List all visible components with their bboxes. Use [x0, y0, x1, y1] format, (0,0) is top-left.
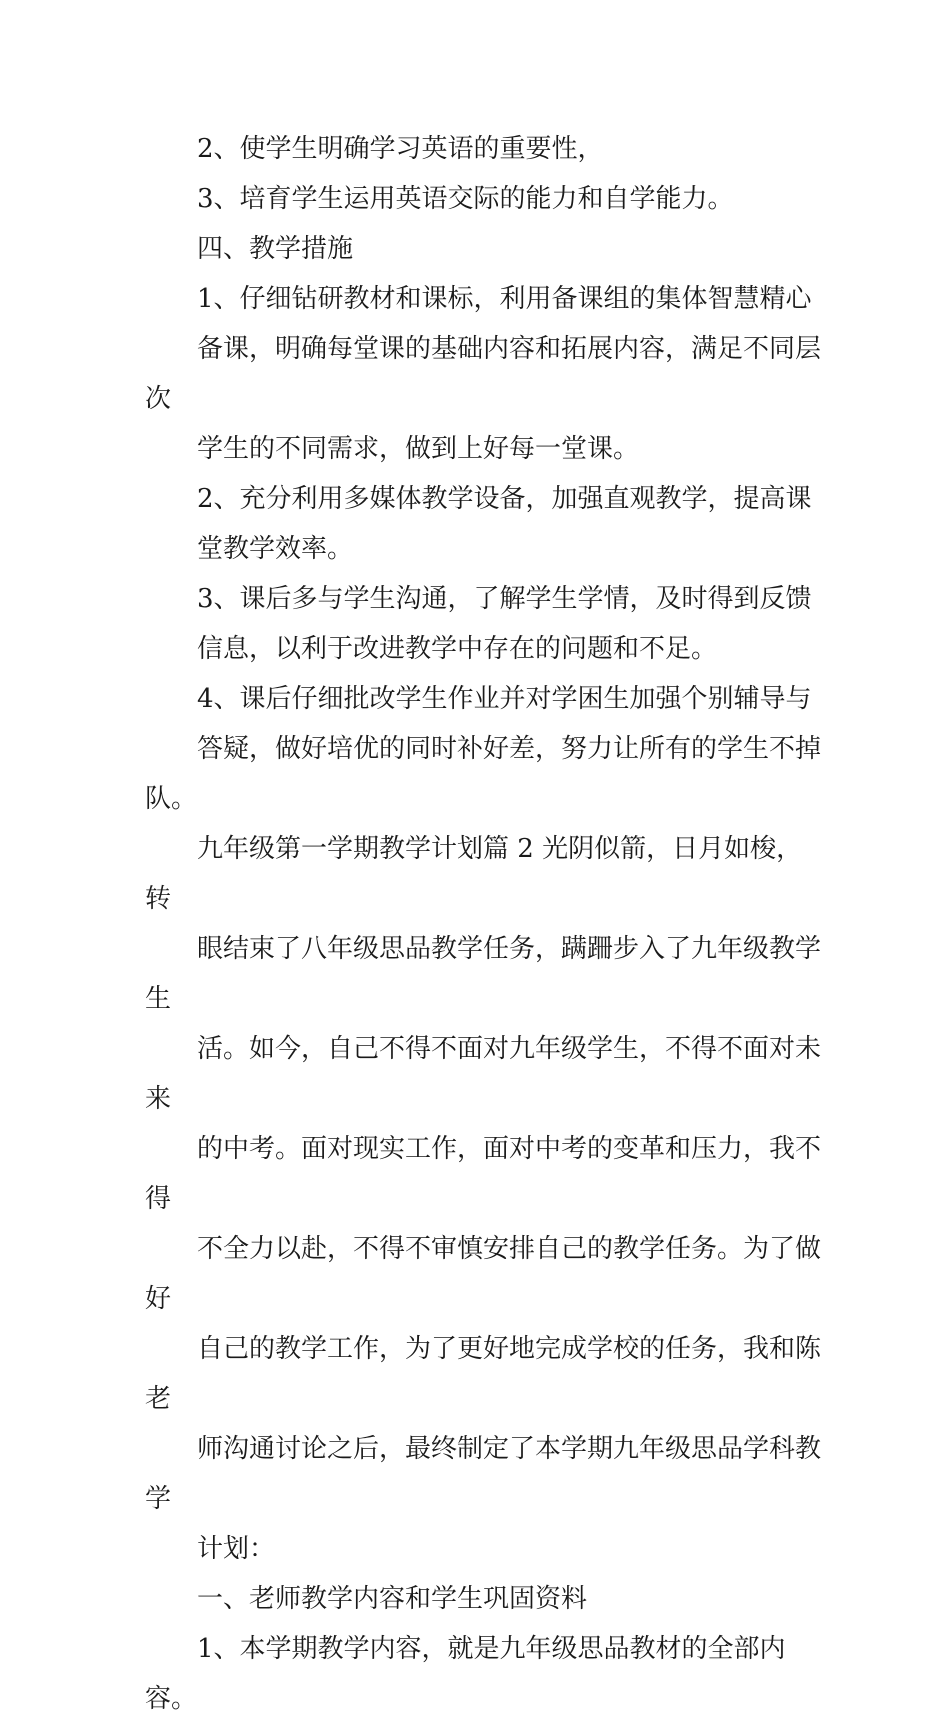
text-line: 九年级第一学期教学计划篇 2 光阴似箭，日月如梭，转 — [145, 834, 803, 914]
text-line: 自己的教学工作，为了更好地完成学校的任务，我和陈老 — [145, 1334, 822, 1414]
paragraph — [145, 824, 825, 1574]
paragraph — [145, 674, 825, 824]
text-line: 3、培育学生运用英语交际的能力和自学能力。 — [197, 184, 734, 214]
text-line: 计划： — [197, 1534, 276, 1564]
text-line: 2、充分利用多媒体教学设备，加强直观教学，提高课 — [197, 484, 812, 514]
text-line: 不全力以赴，不得不审慎安排自己的教学任务。为了做好 — [145, 1234, 822, 1314]
text-line: 3、课后多与学生沟通，了解学生学情，及时得到反馈 — [197, 584, 812, 614]
section-heading — [145, 1574, 825, 1624]
text-line: 堂教学效率。 — [197, 534, 354, 564]
paragraph — [145, 274, 825, 474]
section-heading — [145, 224, 825, 274]
text-line: 眼结束了八年级思品教学任务，蹒跚步入了九年级教学生 — [145, 934, 822, 1014]
text-line: 的中考。面对现实工作，面对中考的变革和压力，我不得 — [145, 1134, 822, 1214]
paragraph — [145, 574, 825, 674]
text-line: 活。如今，自己不得不面对九年级学生，不得不面对未来 — [145, 1034, 822, 1114]
text-line: 学生的不同需求，做到上好每一堂课。 — [197, 434, 640, 464]
document-body — [145, 124, 825, 1724]
text-line: 2、使学生明确学习英语的重要性， — [197, 134, 604, 164]
text-line: 1、本学期教学内容，就是九年级思品教材的全部内容。 — [145, 1634, 786, 1714]
text-line: 四、教学措施 — [197, 234, 354, 264]
paragraph — [145, 1624, 825, 1724]
text-line: 1、仔细钻研教材和课标，利用备课组的集体智慧精心 — [197, 284, 812, 314]
text-line: 4、课后仔细批改学生作业并对学困生加强个别辅导与 — [197, 684, 812, 714]
text-line: 信息，以利于改进教学中存在的问题和不足。 — [197, 634, 718, 664]
paragraph — [145, 124, 825, 174]
paragraph — [145, 174, 825, 224]
text-line: 答疑，做好培优的同时补好差，努力让所有的学生不掉队。 — [145, 734, 822, 814]
text-line: 一、老师教学内容和学生巩固资料 — [197, 1584, 588, 1614]
text-line: 师沟通讨论之后，最终制定了本学期九年级思品学科教学 — [145, 1434, 822, 1514]
text-line: 备课，明确每堂课的基础内容和拓展内容，满足不同层次 — [145, 334, 822, 414]
paragraph — [145, 474, 825, 574]
